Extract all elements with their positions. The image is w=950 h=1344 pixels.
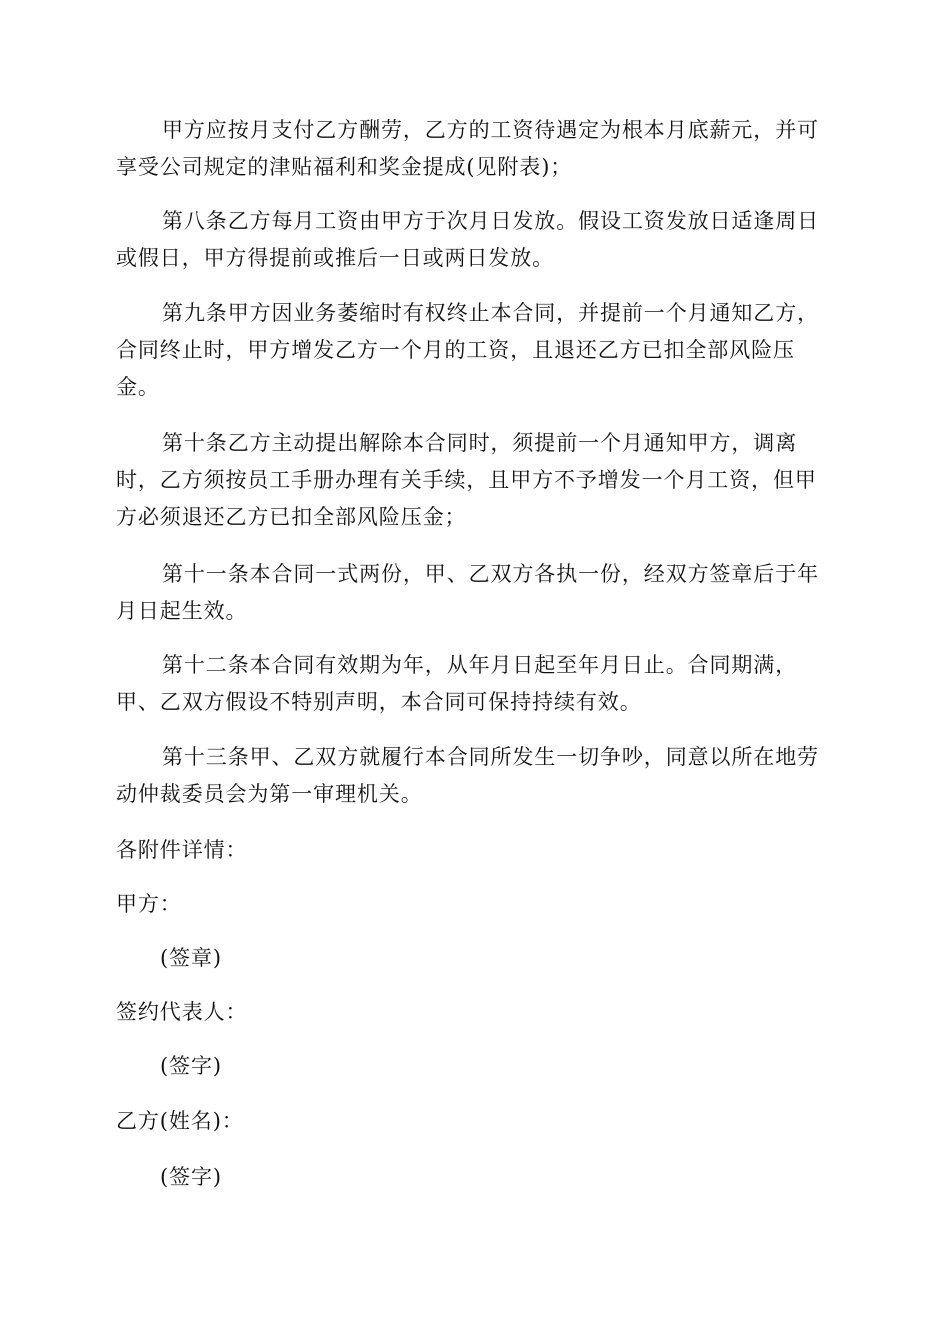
paragraph-article-12: 第十二条本合同有效期为年，从年月日起至年月日止。合同期满，甲、乙双方假设不特别声明，本合同可保持持续有效。: [116, 653, 798, 714]
paragraph-article-8: 第八条乙方每月工资由甲方于次月日发放。假设工资发放日适逢周日或假日，甲方得提前或推后一日或两日发放。: [116, 209, 819, 270]
party-b-signature: (签字): [160, 1165, 222, 1189]
party-a-seal: (签章): [160, 946, 222, 970]
paragraph-article-13: 第十三条甲、乙双方就履行本合同所发生一切争吵，同意以所在地劳动仲裁委员会为第一审理机关。: [116, 745, 819, 806]
representative-label: 签约代表人：: [116, 1000, 248, 1024]
party-b-label: 乙方(姓名)：: [116, 1109, 244, 1133]
party-a-label: 甲方：: [116, 892, 182, 916]
representative-signature: (签字): [160, 1054, 222, 1078]
paragraph-article-11: 第十一条本合同一式两份，甲、乙双方各执一份，经双方签章后于年月日起生效。: [116, 562, 819, 623]
paragraph-article-10: 第十条乙方主动提出解除本合同时，须提前一个月通知甲方，调离时，乙方须按员工手册办理有关手续，且甲方不予增发一个月工资，但甲方必须退还乙方已扣全部风险压金；: [116, 431, 817, 529]
attachments-label: 各附件详情：: [116, 838, 248, 862]
paragraph-article-9: 第九条甲方因业务萎缩时有权终止本合同，并提前一个月通知乙方，合同终止时，甲方增发乙方一个月的工资，且退还乙方已扣全部风险压金。: [116, 301, 819, 399]
paragraph-salary: 甲方应按月支付乙方酬劳，乙方的工资待遇定为根本月底薪元，并可享受公司规定的津贴福利和奖金提成(见附表)；: [116, 118, 819, 179]
